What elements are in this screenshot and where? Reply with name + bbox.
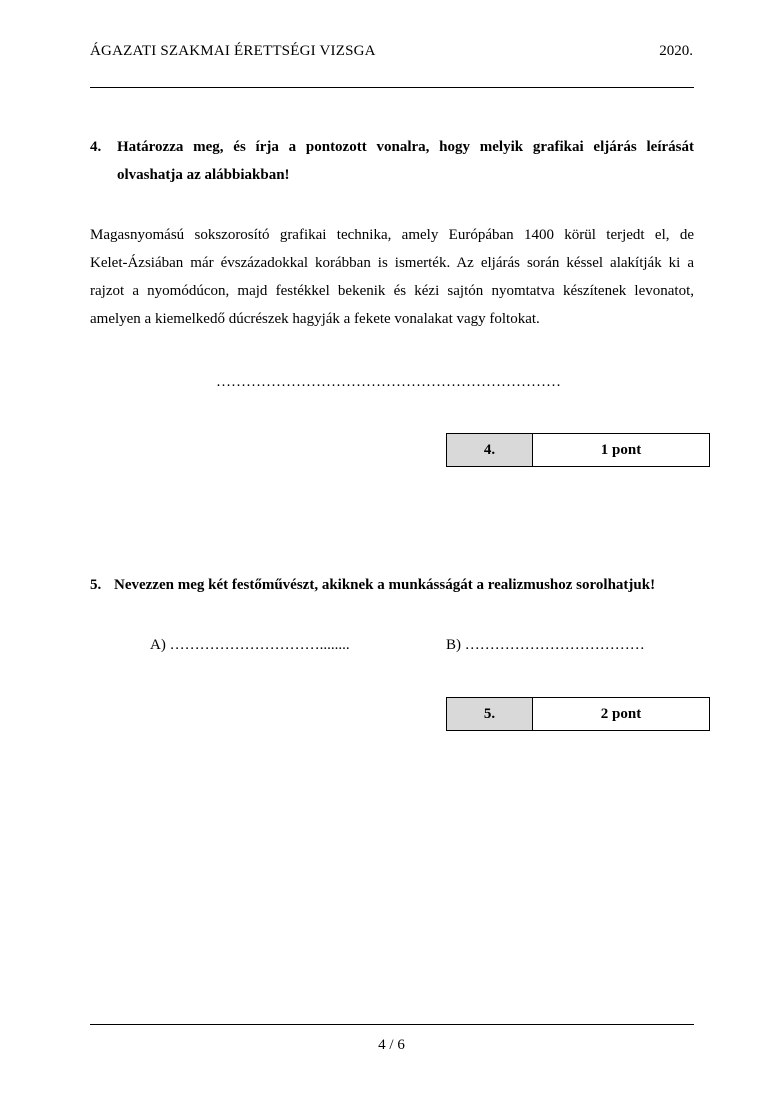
answer-a-line[interactable]: A) …………………………........ bbox=[150, 637, 350, 653]
question-4-answer-line[interactable]: …………………………………………………………… bbox=[216, 374, 561, 390]
question-4-prompt-line-1: Határozza meg, és írja a pontozott vonalra, hogy melyik grafikai eljárás leírását bbox=[117, 139, 694, 155]
page-number: 4 / 6 bbox=[378, 1037, 405, 1053]
question-4-description bbox=[90, 221, 694, 333]
header-rule bbox=[90, 87, 694, 88]
score-points: 2 pont bbox=[600, 705, 642, 722]
score-number: 5. bbox=[447, 698, 533, 730]
question-5-prompt: Nevezzen meg két festőművészt, akiknek a munkásságát a realizmushoz sorolhatjuk! bbox=[114, 577, 656, 593]
answer-b-line[interactable]: B) ……………………………… bbox=[446, 637, 645, 653]
question-4-prompt-line-2: olvashatja az alábbiakban! bbox=[117, 167, 290, 183]
footer-rule bbox=[90, 1024, 694, 1025]
description-line: rajzot a nyomódúcon, majd festékkel bekenik és kézi sajtón nyomtatva készítenek levonatot, bbox=[90, 283, 694, 299]
question-5-score-box bbox=[446, 697, 710, 731]
score-points: 1 pont bbox=[600, 441, 642, 458]
exam-year: 2020. bbox=[659, 43, 693, 59]
description-line: amelyen a kiemelkedő dúcrészek hagyják a fekete vonalakat vagy foltokat. bbox=[90, 311, 540, 327]
question-4-number: 4. bbox=[90, 139, 102, 155]
description-line: Magasnyomású sokszorosító grafikai technika, amely Európában 1400 körül terjedt el, de bbox=[90, 227, 694, 243]
exam-title: ÁGAZATI SZAKMAI ÉRETTSÉGI VIZSGA bbox=[90, 43, 376, 59]
question-4-score-box bbox=[446, 433, 710, 467]
description-line: Kelet-Ázsiában már évszázadokkal korábban is ismerték. Az eljárás során késsel alakítják ki a bbox=[90, 255, 694, 271]
question-4-prompt bbox=[117, 133, 694, 189]
question-5-number: 5. bbox=[90, 577, 102, 593]
score-number: 4. bbox=[447, 434, 533, 466]
